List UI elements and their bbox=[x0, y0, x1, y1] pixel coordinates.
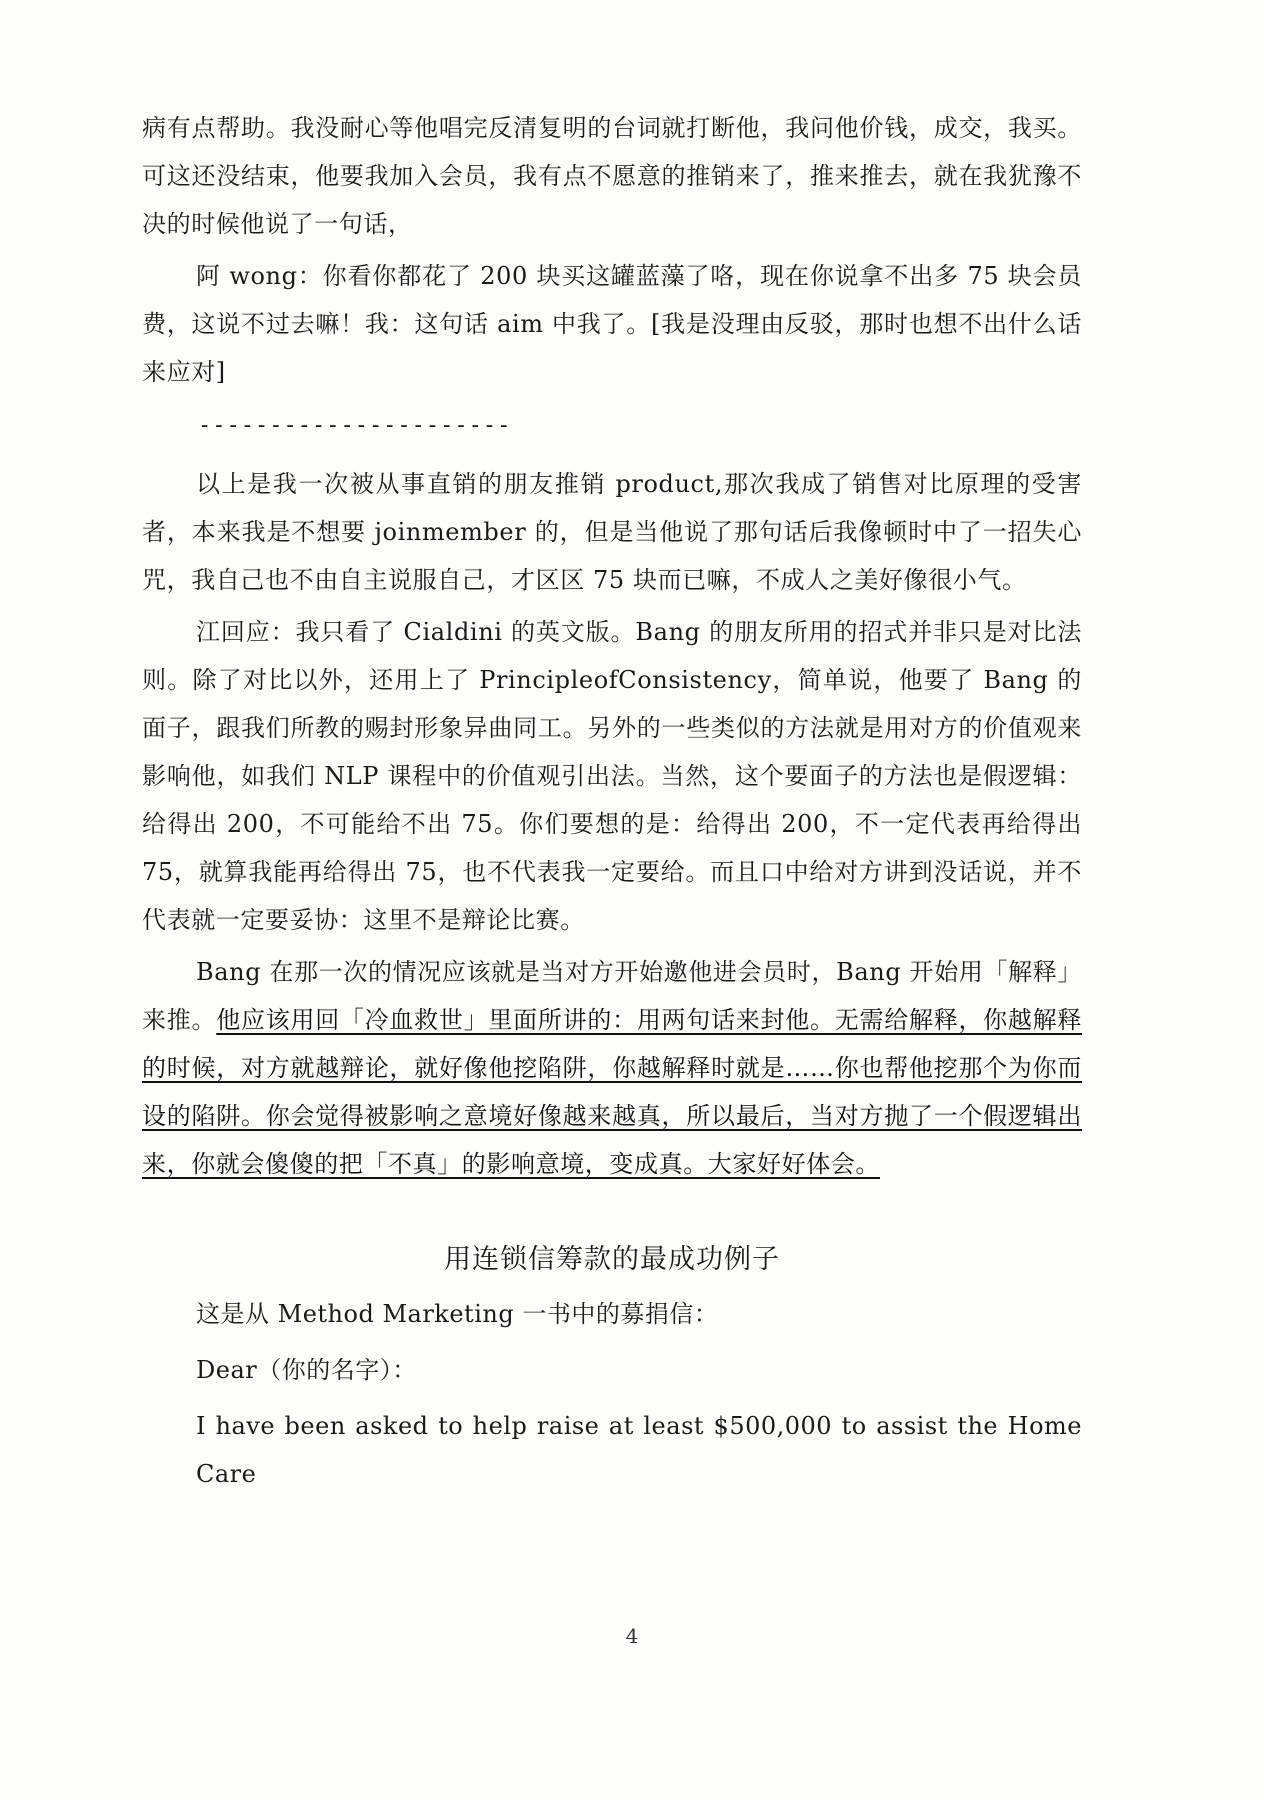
paragraph-5 bbox=[142, 948, 1082, 1188]
paragraph-1: 病有点帮助。我没耐心等他唱完反清复明的台词就打断他，我问他价钱，成交，我买。可这还没结束，他要我加入会员，我有点不愿意的推销来了，推来推去，就在我犹豫不决的时候他说了一句话， bbox=[142, 114, 1082, 238]
section-heading: 用连锁信筹款的最成功例子 bbox=[444, 1244, 780, 1275]
dash-divider: ---------------------- bbox=[198, 413, 512, 438]
page-number: 4 bbox=[625, 1624, 639, 1648]
letter-first-line: I have been asked to help raise at least $500,000 to assist the Home Care bbox=[196, 1412, 1082, 1488]
paragraph-4-response: 江回应：我只看了 Cialdini 的英文版。Bang 的朋友所用的招式并非只是对比法则。除了对比以外，还用上了 PrincipleofConsistency，简单说，他要了 Bang 的面子，跟我们所教的赐封形象异曲同工。另外的一些类似的方法就是用对方的价值观来影响他，如我们 NLP 课程中的价值观引出法。当然，这个要面子的方法也是假逻辑：给得出 200，不可能给不出 75。你们要想的是：给得出 200，不一定代表再给得出 75，就算我能再给得出 75，也不代表我一定要给。而且口中给对方讲到没话说，并不代表就一定要妥协：这里不是辩论比赛。 bbox=[142, 618, 1082, 934]
letter-salutation: Dear（你的名字）： bbox=[196, 1356, 417, 1384]
page-content bbox=[142, 104, 1082, 1506]
paragraph-5-plain-text: Bang 在那一次的情况应该就是当对方开始邀他进会员时，Bang 开始用「解释」来推。 bbox=[142, 958, 1082, 1034]
paragraph-3: 以上是我一次被从事直销的朋友推销 product,那次我成了销售对比原理的受害者，本来我是不想要 joinmember 的，但是当他说了那句话后我像顿时中了一招失心咒，我自己也不由自主说服自己，才区区 75 块而已嘛，不成人之美好像很小气。 bbox=[142, 470, 1082, 594]
section-intro: 这是从 Method Marketing 一书中的募捐信： bbox=[196, 1300, 719, 1328]
paragraph-2-dialogue: 阿 wong：你看你都花了 200 块买这罐蓝藻了咯，现在你说拿不出多 75 块会员费，这说不过去嘛！我：这句话 aim 中我了。[我是没理由反驳，那时也想不出什么话来应对] bbox=[142, 262, 1082, 386]
paragraph-5-underlined-text: 他应该用回「冷血救世」里面所讲的：用两句话来封他。无需给解释，你越解释的时候，对方就越辩论，就好像他挖陷阱，你越解释时就是……你也帮他挖那个为你而设的陷阱。你会觉得被影响之意境好像越来越真，所以最后，当对方抛了一个假逻辑出来，你就会傻傻的把「不真」的影响意境，变成真。大家好好体会。 bbox=[142, 1006, 1082, 1178]
